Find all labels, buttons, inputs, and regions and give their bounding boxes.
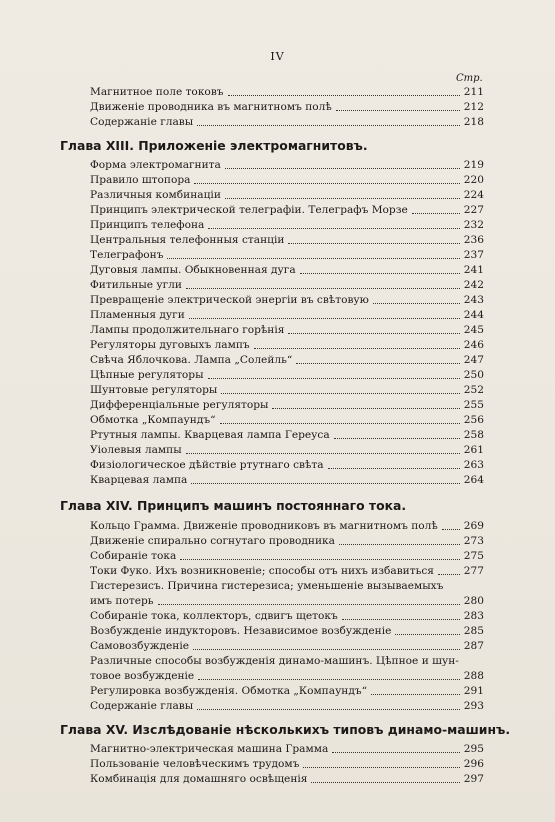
toc-entry: Самовозбужденіе 287 [90, 640, 484, 652]
toc-entry: Физіологическое дѣйствіе ртутнаго свѣта 263 [90, 459, 484, 471]
toc-entry: Лампы продолжительнаго горѣнія 245 [90, 324, 484, 336]
toc-entry: Пламенныя дуги 244 [90, 309, 484, 321]
toc-entry: Обмотка „Компаундъ“ 256 [90, 414, 484, 426]
toc-entry: Уіолевыя лампы 261 [90, 444, 484, 456]
toc-entry: Собираніе тока 275 [90, 550, 484, 562]
toc-entry: Возбужденіе индукторовъ. Независимое возбужденіе 285 [90, 625, 484, 637]
page-column-label: Стр. [456, 73, 483, 84]
toc-entry: Правило штопора 220 [90, 174, 484, 186]
chapter-heading: Глава XIII. Приложеніе электромагнитовъ. [60, 138, 368, 153]
toc-entry: имъ потерь 280 [90, 595, 484, 607]
toc-entry: Движеніе спирально согнутаго проводника 273 [90, 535, 484, 547]
toc-entry: Фитильные угли 242 [90, 279, 484, 291]
toc-entry: Цѣпные регуляторы 250 [90, 369, 484, 381]
toc-entry: Принципъ телефона 232 [90, 219, 484, 231]
toc-entry: Собираніе тока, коллекторъ, сдвигъ щетокъ 283 [90, 610, 484, 622]
toc-entry: Форма электромагнита 219 [90, 159, 484, 171]
toc-entry: Токи Фуко. Ихъ возникновеніе; способы отъ нихъ избавиться 277 [90, 565, 484, 577]
toc-entry: Магнитно-электрическая машина Грамма 295 [90, 743, 484, 755]
toc-entry: Различныя комбинаціи 224 [90, 189, 484, 201]
chapter-heading: Глава XV. Изслѣдованіе нѣсколькихъ типовъ динамо-машинъ. [60, 722, 511, 737]
toc-entry: Дуговыя лампы. Обыкновенная дуга 241 [90, 264, 484, 276]
toc-entry: Гистерезисъ. Причина гистерезиса; уменьшеніе вызываемыхъ [90, 580, 444, 592]
chapter-heading: Глава XIV. Принципъ машинъ постояннаго тока. [60, 498, 407, 513]
toc-entry: Принципъ электрической телеграфіи. Телеграфъ Морзе 227 [90, 204, 484, 216]
toc-entry: Дифференціальные регуляторы 255 [90, 399, 484, 411]
toc-entry: Содержаніе главы 293 [90, 700, 484, 712]
toc-entry: Регулировка возбужденія. Обмотка „Компаундъ“ 291 [90, 685, 484, 697]
toc-entry: Кольцо Грамма. Движеніе проводниковъ въ магнитномъ полѣ 269 [90, 520, 484, 532]
toc-entry: Центральныя телефонныя станціи 236 [90, 234, 484, 246]
toc-entry: Телеграфонъ 237 [90, 249, 484, 261]
toc-entry: Пользованіе человѣческимъ трудомъ 296 [90, 758, 484, 770]
toc-entry: Магнитное поле токовъ 211 [90, 86, 484, 98]
toc-entry: Кварцевая лампа 264 [90, 474, 484, 486]
toc-entry: Свѣча Яблочкова. Лампа „Солейль“ 247 [90, 354, 484, 366]
toc-entry: товое возбужденіе 288 [90, 670, 484, 682]
toc-entry: Содержаніе главы 218 [90, 116, 484, 128]
toc-entry: Превращеніе электрической энергіи въ свѣтовую 243 [90, 294, 484, 306]
toc-entry: Шунтовые регуляторы 252 [90, 384, 484, 396]
toc-entry: Комбинація для домашняго освѣщенія 297 [90, 773, 484, 785]
page-number: IV [270, 50, 285, 63]
toc-entry: Регуляторы дуговыхъ лампъ 246 [90, 339, 484, 351]
toc-entry: Различные способы возбужденія динамо-машинъ. Цѣпное и шун- [90, 655, 459, 667]
toc-entry: Движеніе проводника въ магнитномъ полѣ 212 [90, 101, 484, 113]
toc-entry: Ртутныя лампы. Кварцевая лампа Гереуса 258 [90, 429, 484, 441]
